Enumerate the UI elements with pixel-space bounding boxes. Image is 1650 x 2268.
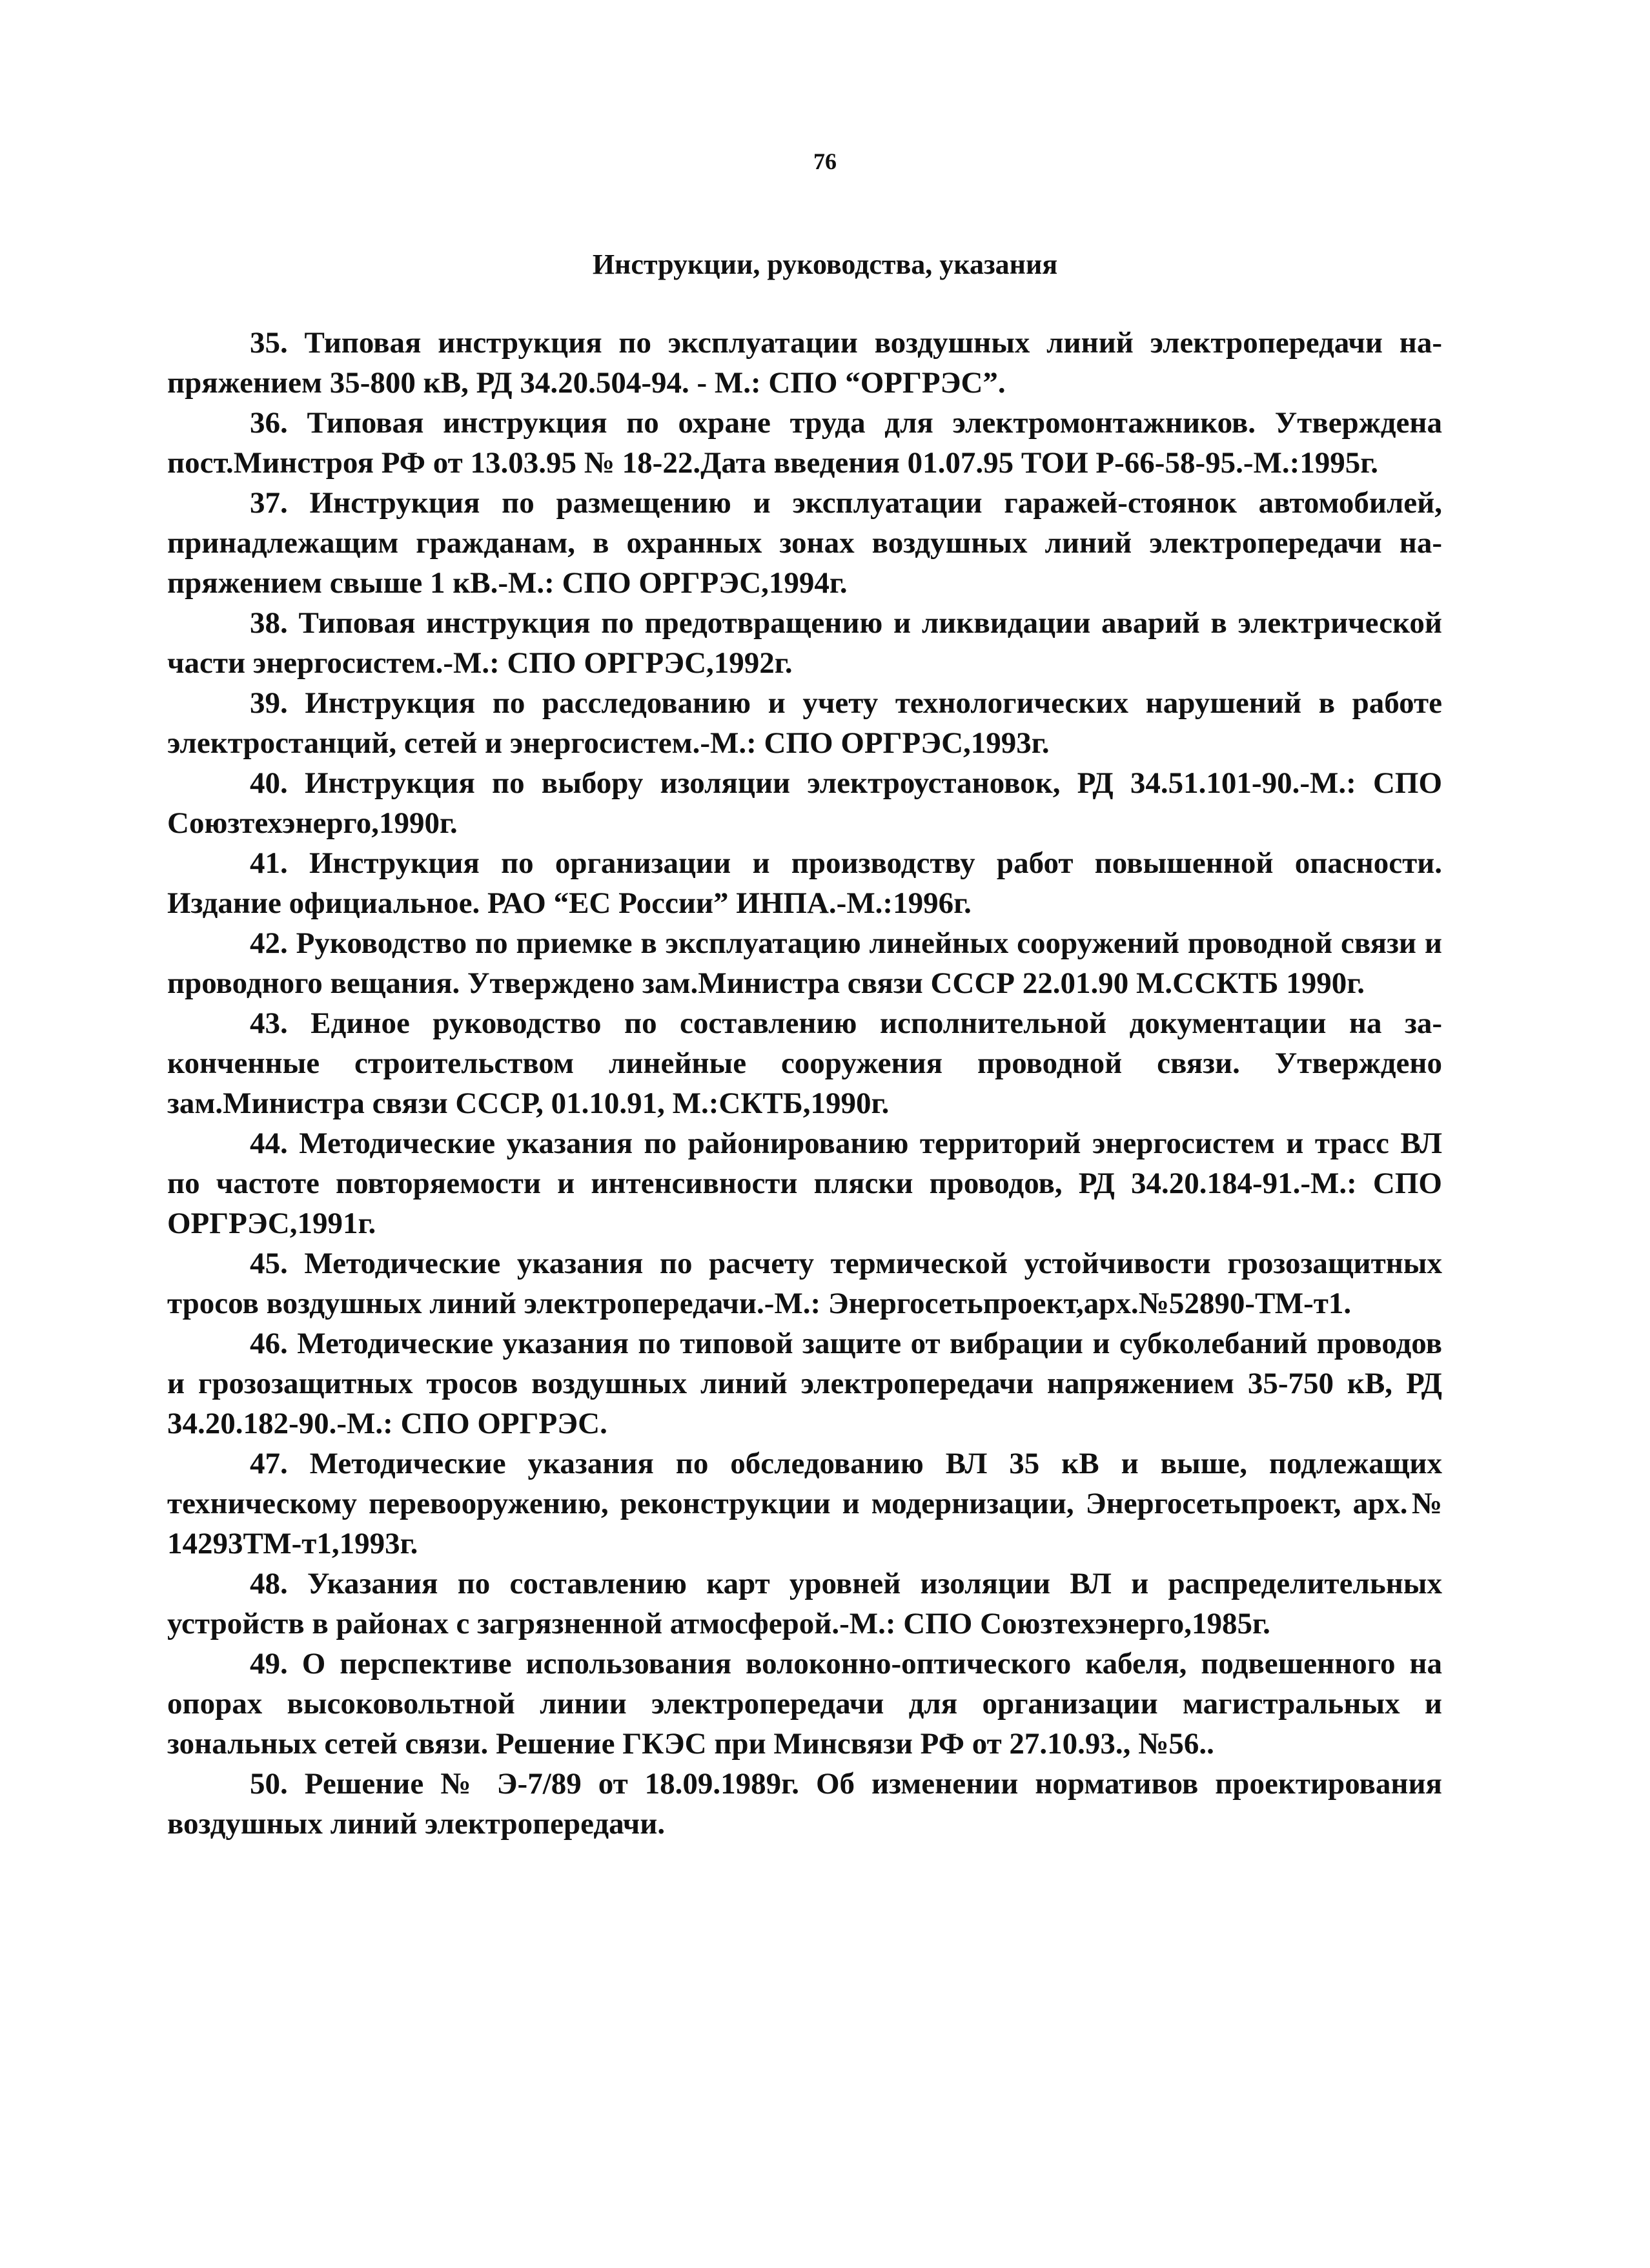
reference-item: 49. О перспективе использования волоконно-оптического кабеля, подвешенного на опорах высоковольтной линии электропередачи для организации магистральных и зональных сетей связи. Решение ГКЭС при Минсвязи РФ от 27.10.93., №56.. [167, 1647, 1442, 1761]
reference-item: 40. Инструкция по выбору изоляции электроустановок, РД 34.51.101-90.-М.: СПО Союзтехэнерго,1990г. [167, 766, 1442, 840]
section-title: Инструкции, руководства, указания [592, 249, 1058, 280]
page-number: 76 [813, 148, 837, 174]
reference-item: 44. Методические указания по районированию территорий энергосистем и трасс ВЛ по частоте повторяемости и интенсивности пляски проводов, РД 34.20.184-91.-М.: СПО ОРГРЭС,1991г. [167, 1127, 1442, 1240]
reference-item: 50. Решение № Э-7/89 от 18.09.1989г. Об изменении нормативов проектирования воздушных линий электропередачи. [167, 1767, 1442, 1841]
reference-item: 41. Инструкция по организации и производству работ повышенной опасности. Издание официальное. РАО “ЕС России” ИНПА.-М.:1996г. [167, 846, 1442, 920]
reference-item: 38. Типовая инструкция по предотвращению и ликвидации аварий в электрической части энергосистем.-М.: СПО ОРГРЭС,1992г. [167, 606, 1442, 680]
reference-item: 39. Инструкция по расследованию и учету технологических нарушений в работе электростанций, сетей и энергосистем.-М.: СПО ОРГРЭС,1993г. [167, 686, 1442, 760]
reference-item: 47. Методические указания по обследованию ВЛ 35 кВ и выше, подлежащих техническому перевооружению, реконструкции и модернизации, Энергосетьпроект, арх.№ 14293ТМ-т1,1993г. [167, 1447, 1442, 1560]
reference-list [167, 323, 1442, 1844]
reference-item: 37. Инструкция по размещению и эксплуатации гаражей-стоянок автомобилей, принадлежащим гражданам, в охранных зонах воздушных линий электропередачи напряжением свыше 1 кВ.-М.: СПО ОРГРЭС,1994г. [167, 486, 1442, 600]
reference-item: 35. Типовая инструкция по эксплуатации воздушных линий электропередачи напряжением 35-800 кВ, РД 34.20.504-94. - М.: СПО “ОРГРЭС”. [167, 326, 1442, 400]
reference-item: 36. Типовая инструкция по охране труда для электромонтажников. Утверждена пост.Минстроя РФ от 13.03.95 № 18-22.Дата введения 01.07.95 ТОИ Р-66-58-95.-М.:1995г. [167, 406, 1442, 480]
reference-item: 43. Единое руководство по составлению исполнительной документации на законченные строительством линейные сооружения проводной связи. Утверждено зам.Министра связи СССР, 01.10.91, М.:СКТБ,1990г. [167, 1006, 1442, 1120]
reference-item: 48. Указания по составлению карт уровней изоляции ВЛ и распределительных устройств в районах с загрязненной атмосферой.-М.: СПО Союзтехэнерго,1985г. [167, 1567, 1442, 1640]
reference-item: 46. Методические указания по типовой защите от вибрации и субколебаний проводов и грозозащитных тросов воздушных линий электропередачи напряжением 35-750 кВ, РД 34.20.182-90.-М.: СПО ОРГРЭС. [167, 1327, 1442, 1440]
reference-item: 45. Методические указания по расчету термической устойчивости грозозащитных тросов воздушных линий электропередачи.-М.: Энергосетьпроект,арх.№52890-ТМ-т1. [167, 1247, 1442, 1320]
reference-item: 42. Руководство по приемке в эксплуатацию линейных сооружений проводной связи и проводного вещания. Утверждено зам.Министра связи СССР 22.01.90 М.ССКТБ 1990г. [167, 926, 1442, 1000]
